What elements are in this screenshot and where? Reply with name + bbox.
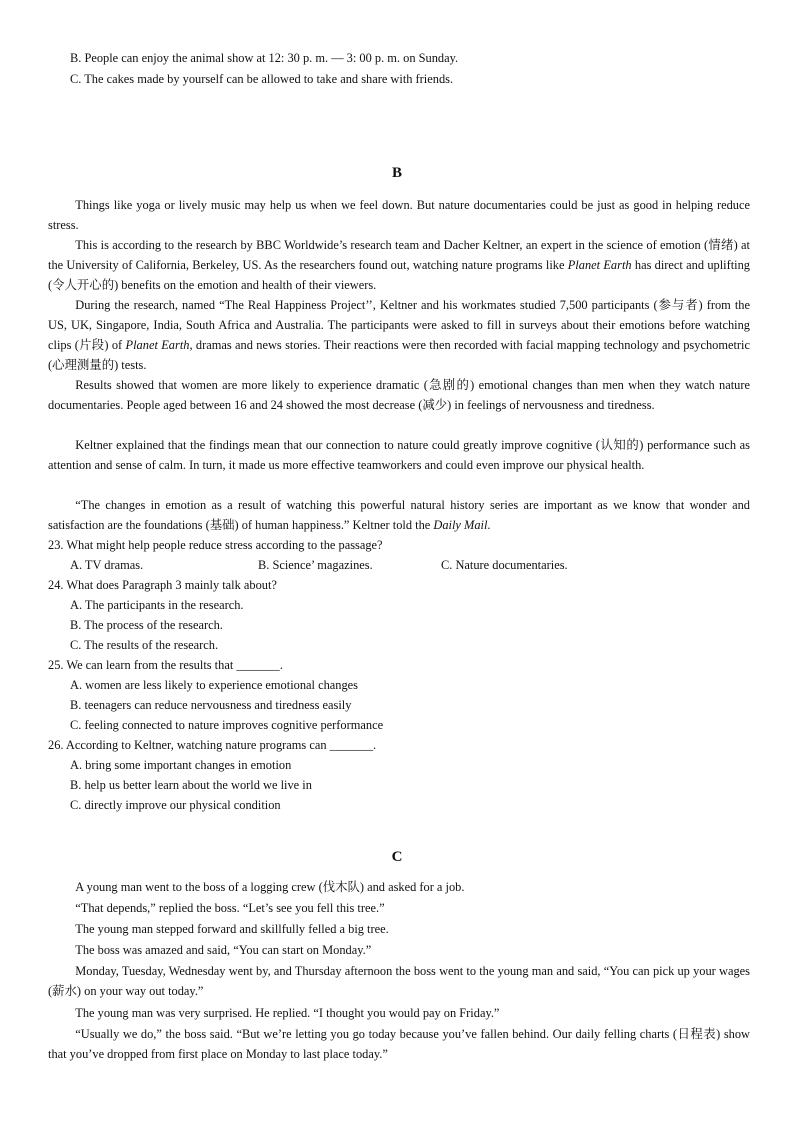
paragraph-6-text-a: “The changes in emotion as a result of watching this powerful natural history series are important as we know that wonder and satisfaction are the foundations (基础) of human happiness.” Keltner told the xyxy=(48,498,750,533)
paragraph-6-text-b: . xyxy=(487,518,491,533)
question-24-option-a[interactable]: A. The participants in the research. xyxy=(70,598,244,612)
carryover-option-c: C. The cakes made by yourself can be allowed to take and share with friends. xyxy=(70,72,454,86)
question-26-stem: 26. According to Keltner, watching nature programs can _______. xyxy=(48,738,377,752)
section-c-paragraph-5: Monday, Tuesday, Wednesday went by, and Thursday afternoon the boss went to the young man and said, “You can pick up your wages (薪水) on your way out today.” xyxy=(48,964,750,999)
daily-mail-title: Daily Mail xyxy=(433,518,488,533)
question-26-option-a[interactable]: A. bring some important changes in emotion xyxy=(70,758,292,772)
section-c-paragraph-2: “That depends,” replied the boss. “Let’s see you fell this tree.” xyxy=(75,901,385,915)
section-b-heading: B xyxy=(391,165,402,181)
question-23-option-a[interactable]: A. TV dramas. xyxy=(70,558,144,572)
section-b-paragraph-6 xyxy=(48,495,750,535)
section-b-paragraph-2 xyxy=(48,235,750,295)
section-b-paragraph-1: Things like yoga or lively music may help us when we feel down. But nature documentaries could be just as good in helping reduce stress. xyxy=(48,198,750,233)
section-c-paragraph-3: The young man stepped forward and skillfully felled a big tree. xyxy=(75,922,389,936)
planet-earth-title: Planet Earth xyxy=(567,258,632,273)
planet-earth-title: Planet Earth xyxy=(125,338,190,353)
question-25-option-c[interactable]: C. feeling connected to nature improves cognitive performance xyxy=(70,718,384,732)
question-26-option-b[interactable]: B. help us better learn about the world we live in xyxy=(70,778,312,792)
question-23-option-c[interactable]: C. Nature documentaries. xyxy=(441,558,568,572)
question-23-stem: 23. What might help people reduce stress according to the passage? xyxy=(48,538,383,552)
carryover-option-b: B. People can enjoy the animal show at 12: 30 p. m. — 3: 00 p. m. on Sunday. xyxy=(70,51,459,65)
question-25-option-a[interactable]: A. women are less likely to experience emotional changes xyxy=(70,678,358,692)
section-b-paragraph-3 xyxy=(48,295,750,375)
section-c-paragraph-4: The boss was amazed and said, “You can start on Monday.” xyxy=(75,943,372,957)
question-25-stem: 25. We can learn from the results that _______. xyxy=(48,658,283,672)
question-25-option-b[interactable]: B. teenagers can reduce nervousness and tiredness easily xyxy=(70,698,352,712)
question-26-option-c[interactable]: C. directly improve our physical condition xyxy=(70,798,281,812)
section-c-paragraph-6: The young man was very surprised. He replied. “I thought you would pay on Friday.” xyxy=(75,1006,500,1020)
question-23-option-b[interactable]: B. Science’ magazines. xyxy=(258,558,373,572)
section-c-paragraph-7: “Usually we do,” the boss said. “But we’re letting you go today because you’ve fallen behind. Our daily felling charts (日程表) show that you’ve dropped from first place on Monday to last place today.” xyxy=(48,1027,750,1062)
question-24-option-c[interactable]: C. The results of the research. xyxy=(70,638,219,652)
paragraph-3-text-b: , dramas and news stories. Their reactions were then recorded with facial mapping technology and psychometric (心理测量的) tests. xyxy=(48,338,750,373)
paragraph-2-text-b: has direct and uplifting (令人开心的) benefits on the emotion and health of their viewers. xyxy=(48,258,750,293)
question-24-option-b[interactable]: B. The process of the research. xyxy=(70,618,223,632)
paragraph-3-text-a: During the research, named “The Real Happiness Project’’, Keltner and his workmates studied 7,500 participants (参与者) from the US, UK, Singapore, India, South Africa and Australia. The participants were asked to fill in surveys about their emotions before watching clips (片段) of xyxy=(48,298,750,353)
section-c-paragraph-1: A young man went to the boss of a logging crew (伐木队) and asked for a job. xyxy=(75,880,465,894)
section-c-heading: C xyxy=(391,849,403,865)
paragraph-2-text-a: This is according to the research by BBC Worldwide’s research team and Dacher Keltner, an expert in the science of emotion (情绪) at the University of California, Berkeley, US. As the researchers found out, watching nature programs like xyxy=(48,238,750,273)
question-24-stem: 24. What does Paragraph 3 mainly talk about? xyxy=(48,578,277,592)
section-b-paragraph-5: Keltner explained that the findings mean that our connection to nature could greatly improve cognitive (认知的) performance such as attention and sense of calm. In turn, it made us more effective teamworkers and could even improve our physical health. xyxy=(48,438,750,473)
section-b-paragraph-4: Results showed that women are more likely to experience dramatic (急剧的) emotional changes than men when they watch nature documentaries. People aged between 16 and 24 showed the most decrease (减少) in feelings of nervousness and tiredness. xyxy=(48,378,750,413)
